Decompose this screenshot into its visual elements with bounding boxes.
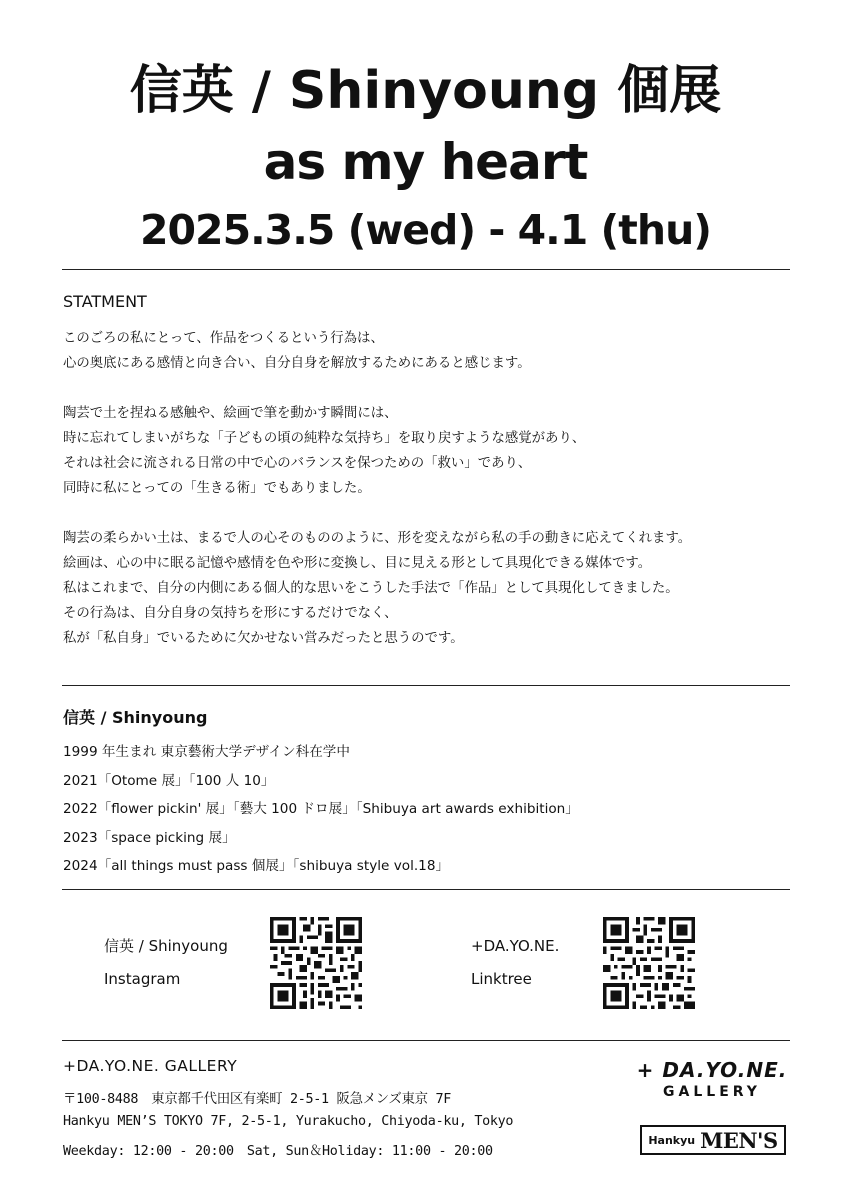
dayone-logo-subtext: GALLERY	[663, 1084, 761, 1100]
statement-paragraph: 陶芸で土を捏ねる感触や、絵画で筆を動かす瞬間には、 時に忘れてしまいがちな「子どもの頃の純粋な気持ち」を取り戻すような感覚があり、 それは社会に流される日常の中で心のバランスを保つための「救い」であり、 同時に私にとっての「生きる術」でもありました。	[63, 406, 586, 496]
history-item: 2024「all things must pass 個展」「shibuya style vol.18」	[63, 858, 450, 874]
statement-body	[63, 326, 803, 676]
link-name: 信英 / Shinyoung	[104, 937, 228, 955]
linktree-link-label	[471, 930, 559, 996]
linktree-qr-code[interactable]	[603, 917, 695, 1009]
history-item: 1999 年生まれ 東京藝術大学デザイン科在学中	[63, 744, 350, 760]
instagram-qr-code[interactable]	[270, 917, 362, 1009]
exhibition-title: 信英 / Shinyoung 個展	[129, 61, 722, 121]
exhibition-dates: 2025.3.5 (wed) - 4.1 (thu)	[139, 206, 712, 254]
history-item: 2021「Otome 展」「100 人 10」	[63, 772, 275, 789]
hankyu-mens-logo	[640, 1125, 786, 1155]
instagram-link-label	[104, 930, 228, 996]
divider	[62, 1040, 790, 1041]
dayone-gallery-logo	[632, 1058, 792, 1100]
hankyu-logo-big: MEN'S	[700, 1127, 778, 1153]
divider	[62, 685, 790, 686]
statement-heading: STATMENT	[63, 292, 147, 311]
history-item: 2022「flower pickin' 展」「藝大 100 ドロ展」「Shibuya art awards exhibition」	[63, 801, 579, 817]
link-service: Linktree	[471, 970, 532, 988]
address-japanese: 〒100-8488 東京都千代田区有楽町 2-5-1 阪急メンズ東京 7F	[63, 1092, 452, 1107]
history-item: 2023「space picking 展」	[63, 829, 236, 846]
gallery-name: +DA.YO.NE. GALLERY	[63, 1057, 238, 1075]
link-service: Instagram	[104, 970, 181, 988]
hankyu-logo-small: Hankyu	[648, 1133, 696, 1147]
opening-hours: Weekday: 12:00 - 20:00 Sat, Sun＆Holiday: 11:00 - 20:00	[63, 1144, 493, 1159]
dayone-logo-text: + DA.YO.NE.	[636, 1058, 788, 1082]
address-english: Hankyu MEN’S TOKYO 7F, 2-5-1, Yurakucho, Chiyoda-ku, Tokyo	[63, 1114, 514, 1129]
statement-paragraph: 陶芸の柔らかい土は、まるで人の心そのもののように、形を変えながら私の手の動きに応えてくれます。 絵画は、心の中に眠る記憶や感情を色や形に変換し、目に見える形として具現化できる媒体です。 私はこれまで、自分の内側にある個人的な思いをこうした手法で「作品」として具現化してきました。 その行為は、自分自身の気持ちを形にするだけでなく、 私が「私自身」でいるために欠かせない営みだったと思うのです。	[63, 531, 692, 646]
link-name: +DA.YO.NE.	[471, 937, 560, 955]
divider	[62, 269, 790, 270]
artist-history	[63, 738, 579, 881]
exhibition-subtitle: as my heart	[263, 133, 588, 191]
statement-paragraph: このごろの私にとって、作品をつくるという行為は、 心の奥底にある感情と向き合い、自分自身を解放するためにあると感じます。	[63, 331, 531, 371]
profile-heading: 信英 / Shinyoung	[63, 708, 208, 727]
divider	[62, 889, 790, 890]
